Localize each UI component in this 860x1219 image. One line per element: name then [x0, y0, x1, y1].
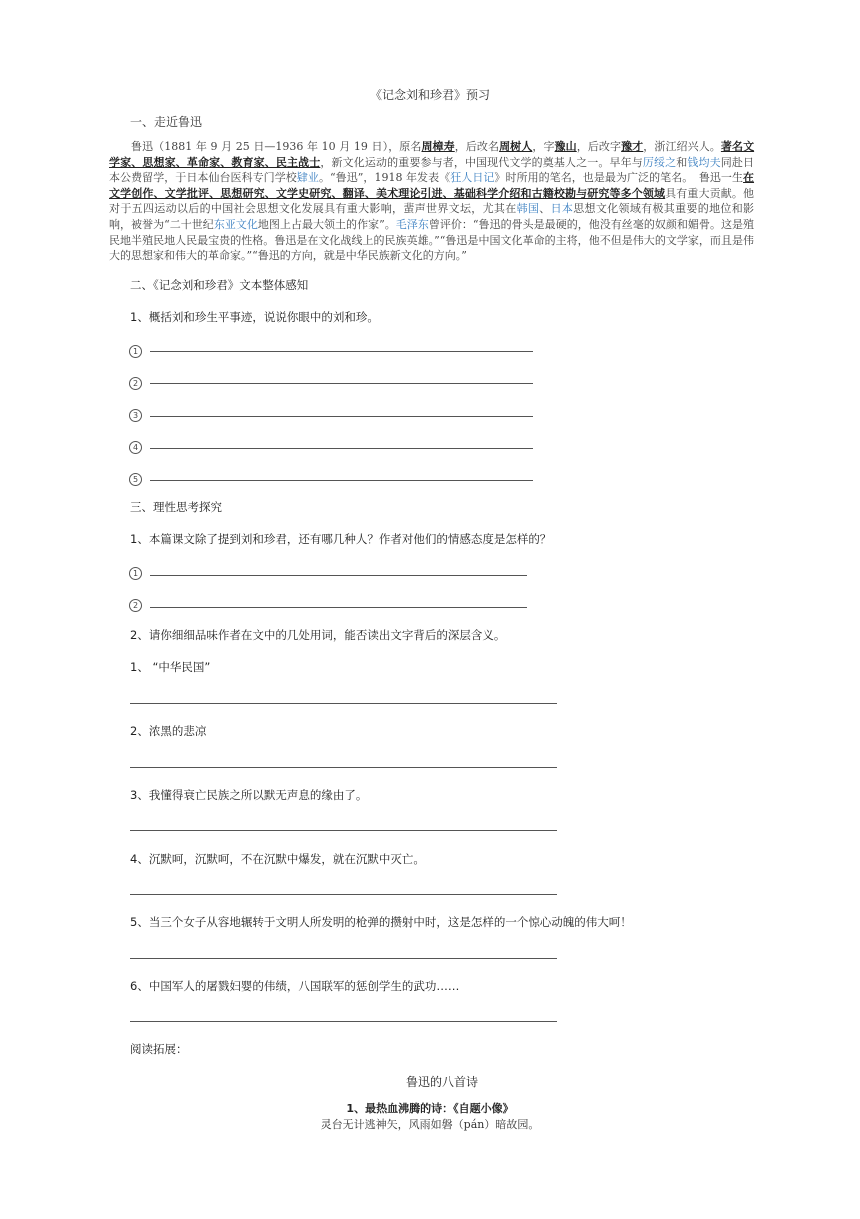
link-yeye[interactable]: 肄业 — [296, 171, 319, 185]
section3-heading: 三、理性思考探究 — [130, 500, 222, 514]
answer-line[interactable] — [150, 575, 527, 576]
section3-question-1: 1、本篇课文除了提到刘和珍君，还有哪几种人？作者对他们的情感态度是怎样的？ — [130, 532, 552, 546]
word-item-5: 5、当三个女子从容地辗转于文明人所发明的枪弹的攒射中时，这是怎样的一个惊心动魄的伟大呵！ — [130, 915, 632, 929]
number-marker: 4 — [129, 441, 142, 454]
link-kuangren-riji[interactable]: 狂人日记 — [450, 171, 495, 185]
answer-line[interactable] — [150, 351, 533, 352]
section2-question: 1、概括刘和珍生平事迹，说说你眼中的刘和珍。 — [130, 310, 379, 324]
answer-line[interactable] — [150, 383, 533, 384]
section3-question-2: 2、请你细细品味作者在文中的几处用词，能否读出文字背后的深层含义。 — [130, 628, 506, 642]
reading-extension-label: 阅读拓展： — [130, 1042, 188, 1056]
link-korea[interactable]: 韩国 — [516, 202, 540, 216]
document-title: 《记念刘和珍君》预习 — [369, 88, 490, 102]
word-item-3: 3、我懂得衰亡民族之所以默无声息的缘由了。 — [130, 788, 368, 802]
answer-line[interactable] — [130, 830, 557, 831]
section2-heading: 二、《记念刘和珍君》文本整体感知 — [130, 278, 309, 292]
answer-line[interactable] — [150, 448, 533, 449]
answer-row-4 — [129, 435, 142, 454]
answer-line[interactable] — [130, 1021, 557, 1022]
answer-line[interactable] — [130, 703, 557, 704]
number-marker: 3 — [129, 409, 142, 422]
link-mao-zedong[interactable]: 毛泽东 — [395, 217, 429, 231]
number-marker: 2 — [129, 377, 142, 390]
number-marker: 1 — [129, 567, 142, 580]
word-item-6: 6、中国军人的屠戮妇婴的伟绩，八国联军的惩创学生的武功…… — [130, 979, 460, 993]
answer-row-3 — [129, 403, 142, 422]
answer-row-2 — [129, 371, 142, 390]
word-item-1: 1、 “中华民国” — [130, 660, 211, 674]
answer-row-1 — [129, 561, 142, 580]
lu-xun-biography: 鲁迅（1881 年 9 月 25 日—1936 年 10 月 19 日），原名周樟寿，后改名周树人，字豫山，后改字豫才，浙江绍兴人。著名文学家、思想家、革命家、教育家、民主战士，新文化运动的重要参与者，中国现代文学的奠基人之一。早年与厉绥之和钱均夫同赴日本公费留学，于日本仙台医科专门学校肄业。“鲁迅”，1918 年发表《狂人日记》时所用的笔名，也是最为广泛的笔名。 鲁迅一生在文学创作、文学批评、思想研究、文学史研究、翻译、美术理论引进、基础科学介绍和古籍校勘与研究等多个领域具有重大贡献。他对于五四运动以后的中国社会思想文化发展具有重大影响，蜚声世界文坛，尤其在韩国、日本思想文化领域有极其重要的地位和影响，被誉为“二十世纪东亚文化地图上占最大领土的作家”。毛泽东曾评价：“鲁迅的骨头是最硬的，他没有丝毫的奴颜和媚骨。这是殖民地半殖民地人民最宝贵的性格。鲁迅是在文化战线上的民族英雄。”“鲁迅是中国文化革命的主将，他不但是伟大的文学家，而且是伟大的思想家和伟大的革命家。”“鲁迅的方向，就是中华民族新文化的方向。” — [109, 140, 755, 263]
answer-line[interactable] — [150, 416, 533, 417]
answer-row-1 — [129, 339, 142, 358]
answer-line[interactable] — [130, 767, 557, 768]
number-marker: 5 — [129, 473, 142, 486]
answer-row-2 — [129, 593, 142, 612]
answer-line[interactable] — [130, 958, 557, 959]
link-japan[interactable]: 日本 — [550, 202, 574, 216]
answer-row-5 — [129, 467, 142, 486]
number-marker: 1 — [129, 345, 142, 358]
word-item-4: 4、沉默呵，沉默呵，不在沉默中爆发，就在沉默中灭亡。 — [130, 852, 425, 866]
answer-line[interactable] — [130, 894, 557, 895]
poem-1-line-1: 灵台无计逃神矢，风雨如磐（pán）暗故园。 — [320, 1118, 540, 1131]
poem-1-heading: 1、最热血沸腾的诗：《自题小像》 — [346, 1102, 514, 1115]
answer-line[interactable] — [150, 480, 533, 481]
link-li-suizhi[interactable]: 厉绥之 — [642, 155, 677, 169]
link-east-asian-culture[interactable]: 东亚文化 — [213, 217, 258, 231]
word-item-2: 2、浓黑的悲凉 — [130, 724, 207, 738]
number-marker: 2 — [129, 599, 142, 612]
answer-line[interactable] — [150, 607, 527, 608]
section1-heading: 一、走近鲁迅 — [130, 115, 203, 129]
link-qian-junfu[interactable]: 钱均夫 — [687, 155, 721, 169]
poem-collection-title: 鲁迅的八首诗 — [405, 1075, 478, 1089]
